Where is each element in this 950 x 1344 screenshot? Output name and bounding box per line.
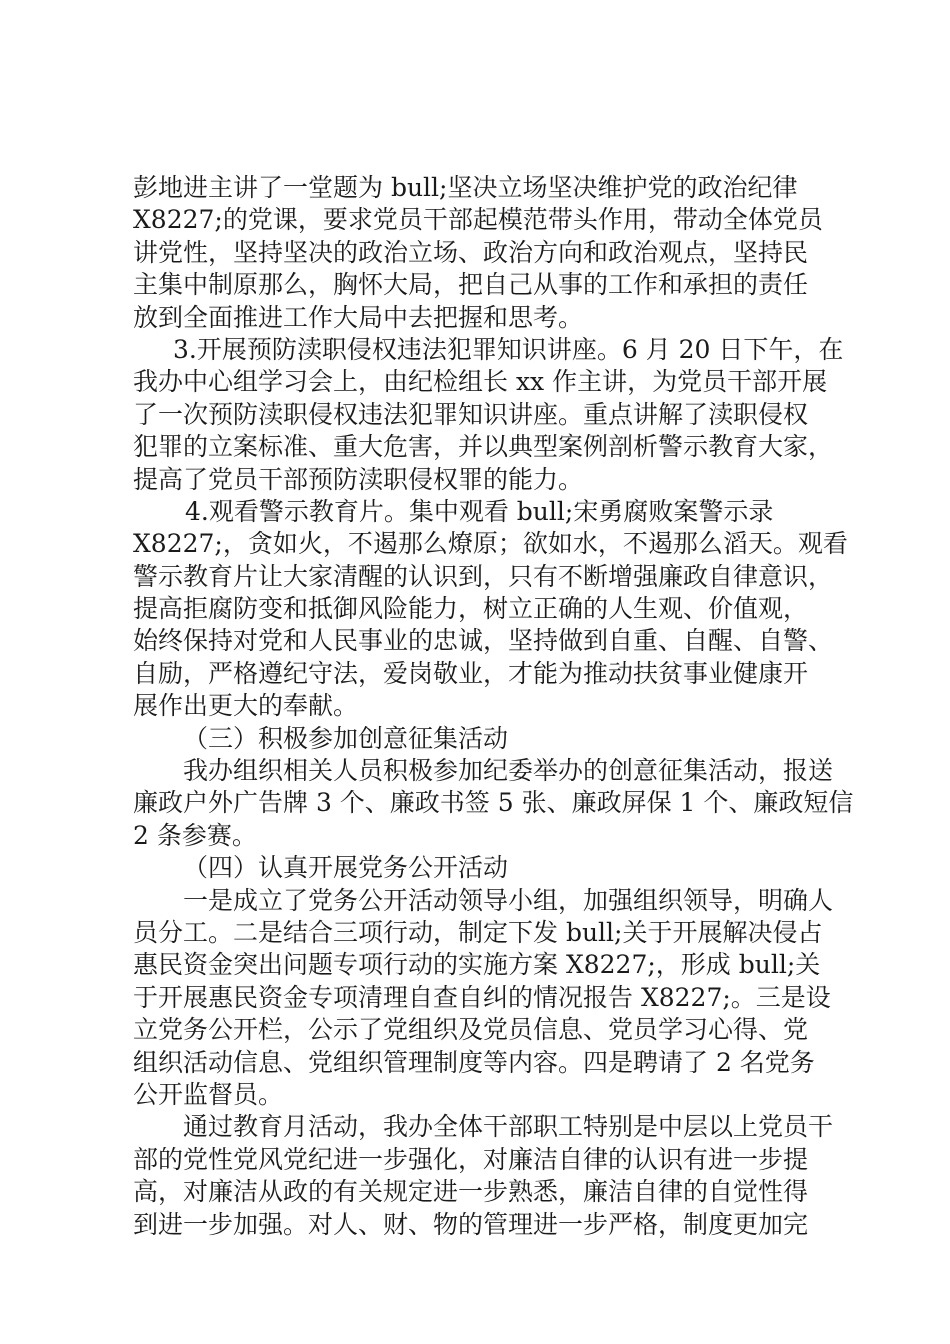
text-line: 彭地进主讲了一堂题为 bull;坚决立场坚决维护党的政治纪律 <box>133 173 798 202</box>
text-line: 3.开展预防渎职侵权违法犯罪知识讲座。6 月 20 日下午，在 <box>173 334 844 364</box>
text-line: 讲党性，坚持坚决的政治立场、政治方向和政治观点，坚持民 <box>133 237 809 267</box>
text-line: 到进一步加强。对人、财、物的管理进一步严格，制度更加完 <box>133 1209 809 1239</box>
text-line: 提高了党员干部预防渎职侵权罪的能力。 <box>133 464 584 494</box>
text-line: 4.观看警示教育片。集中观看 bull;宋勇腐败案警示录 <box>185 496 774 526</box>
text-line: 高，对廉洁从政的有关规定进一步熟悉，廉洁自律的自觉性得 <box>133 1177 809 1207</box>
text-line: 警示教育片让大家清醒的认识到，只有不断增强廉政自律意识， <box>133 561 834 591</box>
text-line: 主集中制原那么，胸怀大局，把自己从事的工作和承担的责任 <box>133 270 809 300</box>
text-line: 立党务公开栏，公示了党组织及党员信息、党员学习心得、党 <box>133 1015 809 1045</box>
text-line: 于开展惠民资金专项清理自查自纠的情况报告 X8227;。三是设 <box>133 982 831 1012</box>
text-line: 公开监督员。 <box>133 1079 284 1109</box>
document-body <box>133 172 854 1241</box>
text-line: 自励，严格遵纪守法，爱岗敬业，才能为推动扶贫事业健康开 <box>133 658 809 688</box>
text-line: 展作出更大的奉献。 <box>133 691 359 721</box>
text-line: 始终保持对党和人民事业的忠诚，坚持做到自重、自醒、自警、 <box>133 626 834 656</box>
text-line: X8227;的党课，要求党员干部起模范带头作用，带动全体党员 <box>133 205 823 235</box>
text-line: 组织活动信息、党组织管理制度等内容。四是聘请了 2 名党务 <box>133 1047 815 1077</box>
text-line: 一是成立了党务公开活动领导小组，加强组织领导，明确人 <box>183 885 834 915</box>
text-line: 提高拒腐防变和抵御风险能力，树立正确的人生观、价值观， <box>133 594 809 624</box>
text-line: 了一次预防渎职侵权违法犯罪知识讲座。重点讲解了渎职侵权 <box>133 399 809 429</box>
text-line: （四）认真开展党务公开活动 <box>183 853 509 883</box>
text-line: 放到全面推进工作大局中去把握和思考。 <box>133 302 584 332</box>
text-line: 我办组织相关人员积极参加纪委举办的创意征集活动，报送 <box>183 756 834 786</box>
text-line: X8227;，贪如火，不遏那么燎原；欲如水，不遏那么滔天。观看 <box>133 529 848 559</box>
text-line: （三）积极参加创意征集活动 <box>183 723 509 753</box>
text-line: 2 条参赛。 <box>133 820 257 850</box>
text-line: 员分工。二是结合三项行动，制定下发 bull;关于开展解决侵占 <box>133 917 823 947</box>
text-line: 廉政户外广告牌 3 个、廉政书签 5 张、廉政屏保 1 个、廉政短信 <box>133 788 854 818</box>
text-line: 犯罪的立案标准、重大危害，并以典型案例剖析警示教育大家， <box>133 432 834 462</box>
text-line: 部的党性党风党纪进一步强化，对廉洁自律的认识有进一步提 <box>133 1144 809 1174</box>
text-line: 通过教育月活动，我办全体干部职工特别是中层以上党员干 <box>183 1112 834 1142</box>
text-line: 惠民资金突出问题专项行动的实施方案 X8227;，形成 bull;关 <box>133 950 821 980</box>
text-line: 我办中心组学习会上，由纪检组长 xx 作主讲，为党员干部开展 <box>133 367 828 397</box>
